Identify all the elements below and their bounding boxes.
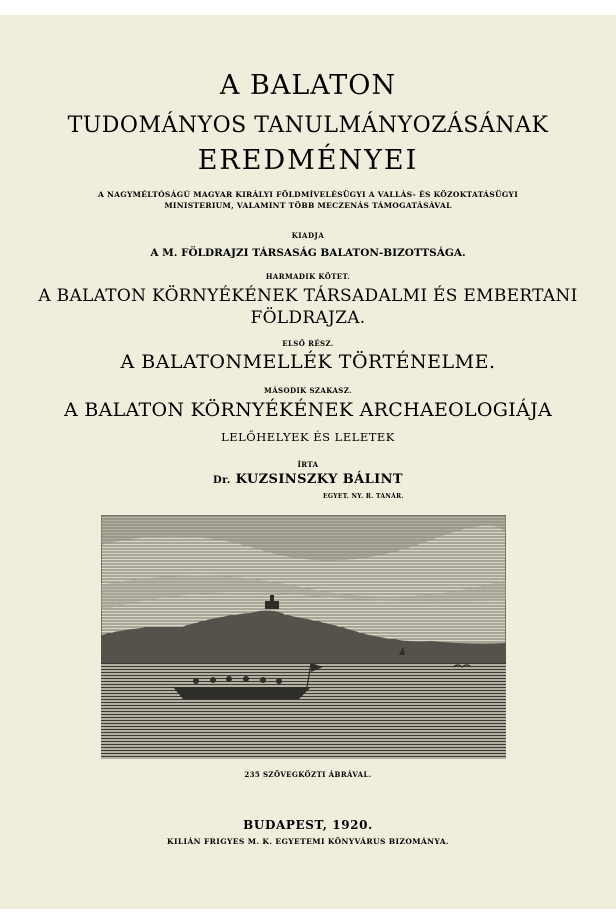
illustration-caption: 235 SZÖVEGKÖZTI ÁBRÁVAL. bbox=[244, 770, 372, 779]
part-label: ELSŐ RÉSZ. bbox=[282, 339, 334, 348]
author-prefix: Dr. bbox=[213, 475, 231, 486]
volume-title-line-1: A BALATON KÖRNYÉKÉNEK TÁRSADALMI ÉS EMBERTANI bbox=[38, 286, 578, 306]
author-line bbox=[0, 472, 616, 487]
castle-tower bbox=[270, 595, 274, 601]
title-line-2: TUDOMÁNYOS TANULMÁNYOZÁSÁNAK bbox=[67, 113, 549, 138]
imprint-place-year: BUDAPEST, 1920. bbox=[243, 818, 373, 832]
section-label: MÁSODIK SZAKASZ. bbox=[264, 386, 352, 395]
castle-on-hill bbox=[265, 601, 279, 609]
part-title: A BALATONMELLÉK TÖRTÉNELME. bbox=[120, 351, 496, 373]
author-title: EGYET. NY. R. TANÁR. bbox=[323, 493, 404, 500]
sponsor-line-2: MINISTERIUM, VALAMINT TÖBB MECZENÁS TÁMOGATÁSÁVAL bbox=[164, 201, 452, 210]
lake-water bbox=[101, 663, 506, 759]
imprint-publisher: KILIÁN FRIGYES M. K. EGYETEMI KÖNYVÁRUS BIZOMÁNYA. bbox=[167, 837, 449, 846]
section-subtitle: LELŐHELYEK ÉS LELETEK bbox=[221, 430, 395, 444]
sponsor-line-1: A NAGYMÉLTÓSÁGÚ MAGYAR KIRÁLYI FÖLDMÍVELÉSÜGYI A VALLÁS- ÉS KÖZOKTATÁSÜGYI bbox=[97, 190, 519, 199]
title-line-1: A BALATON bbox=[219, 70, 397, 101]
author-label: ÍRTA bbox=[297, 460, 319, 469]
volume-label: HARMADIK KÖTET. bbox=[265, 272, 351, 281]
section-title: A BALATON KÖRNYÉKÉNEK ARCHAEOLOGIÁJA bbox=[63, 399, 553, 421]
rowing-boat bbox=[173, 687, 311, 699]
title-line-3: EREDMÉNYEI bbox=[197, 145, 419, 176]
lake-illustration bbox=[101, 515, 506, 759]
author-name: KUZSINSZKY BÁLINT bbox=[235, 472, 403, 487]
society-name: A M. FÖLDRAJZI TÁRSASÁG BALATON-BIZOTTSÁGA. bbox=[150, 247, 466, 259]
volume-title-line-2: FÖLDRAJZA. bbox=[250, 308, 366, 328]
publisher-label: KIADJA bbox=[291, 231, 325, 240]
